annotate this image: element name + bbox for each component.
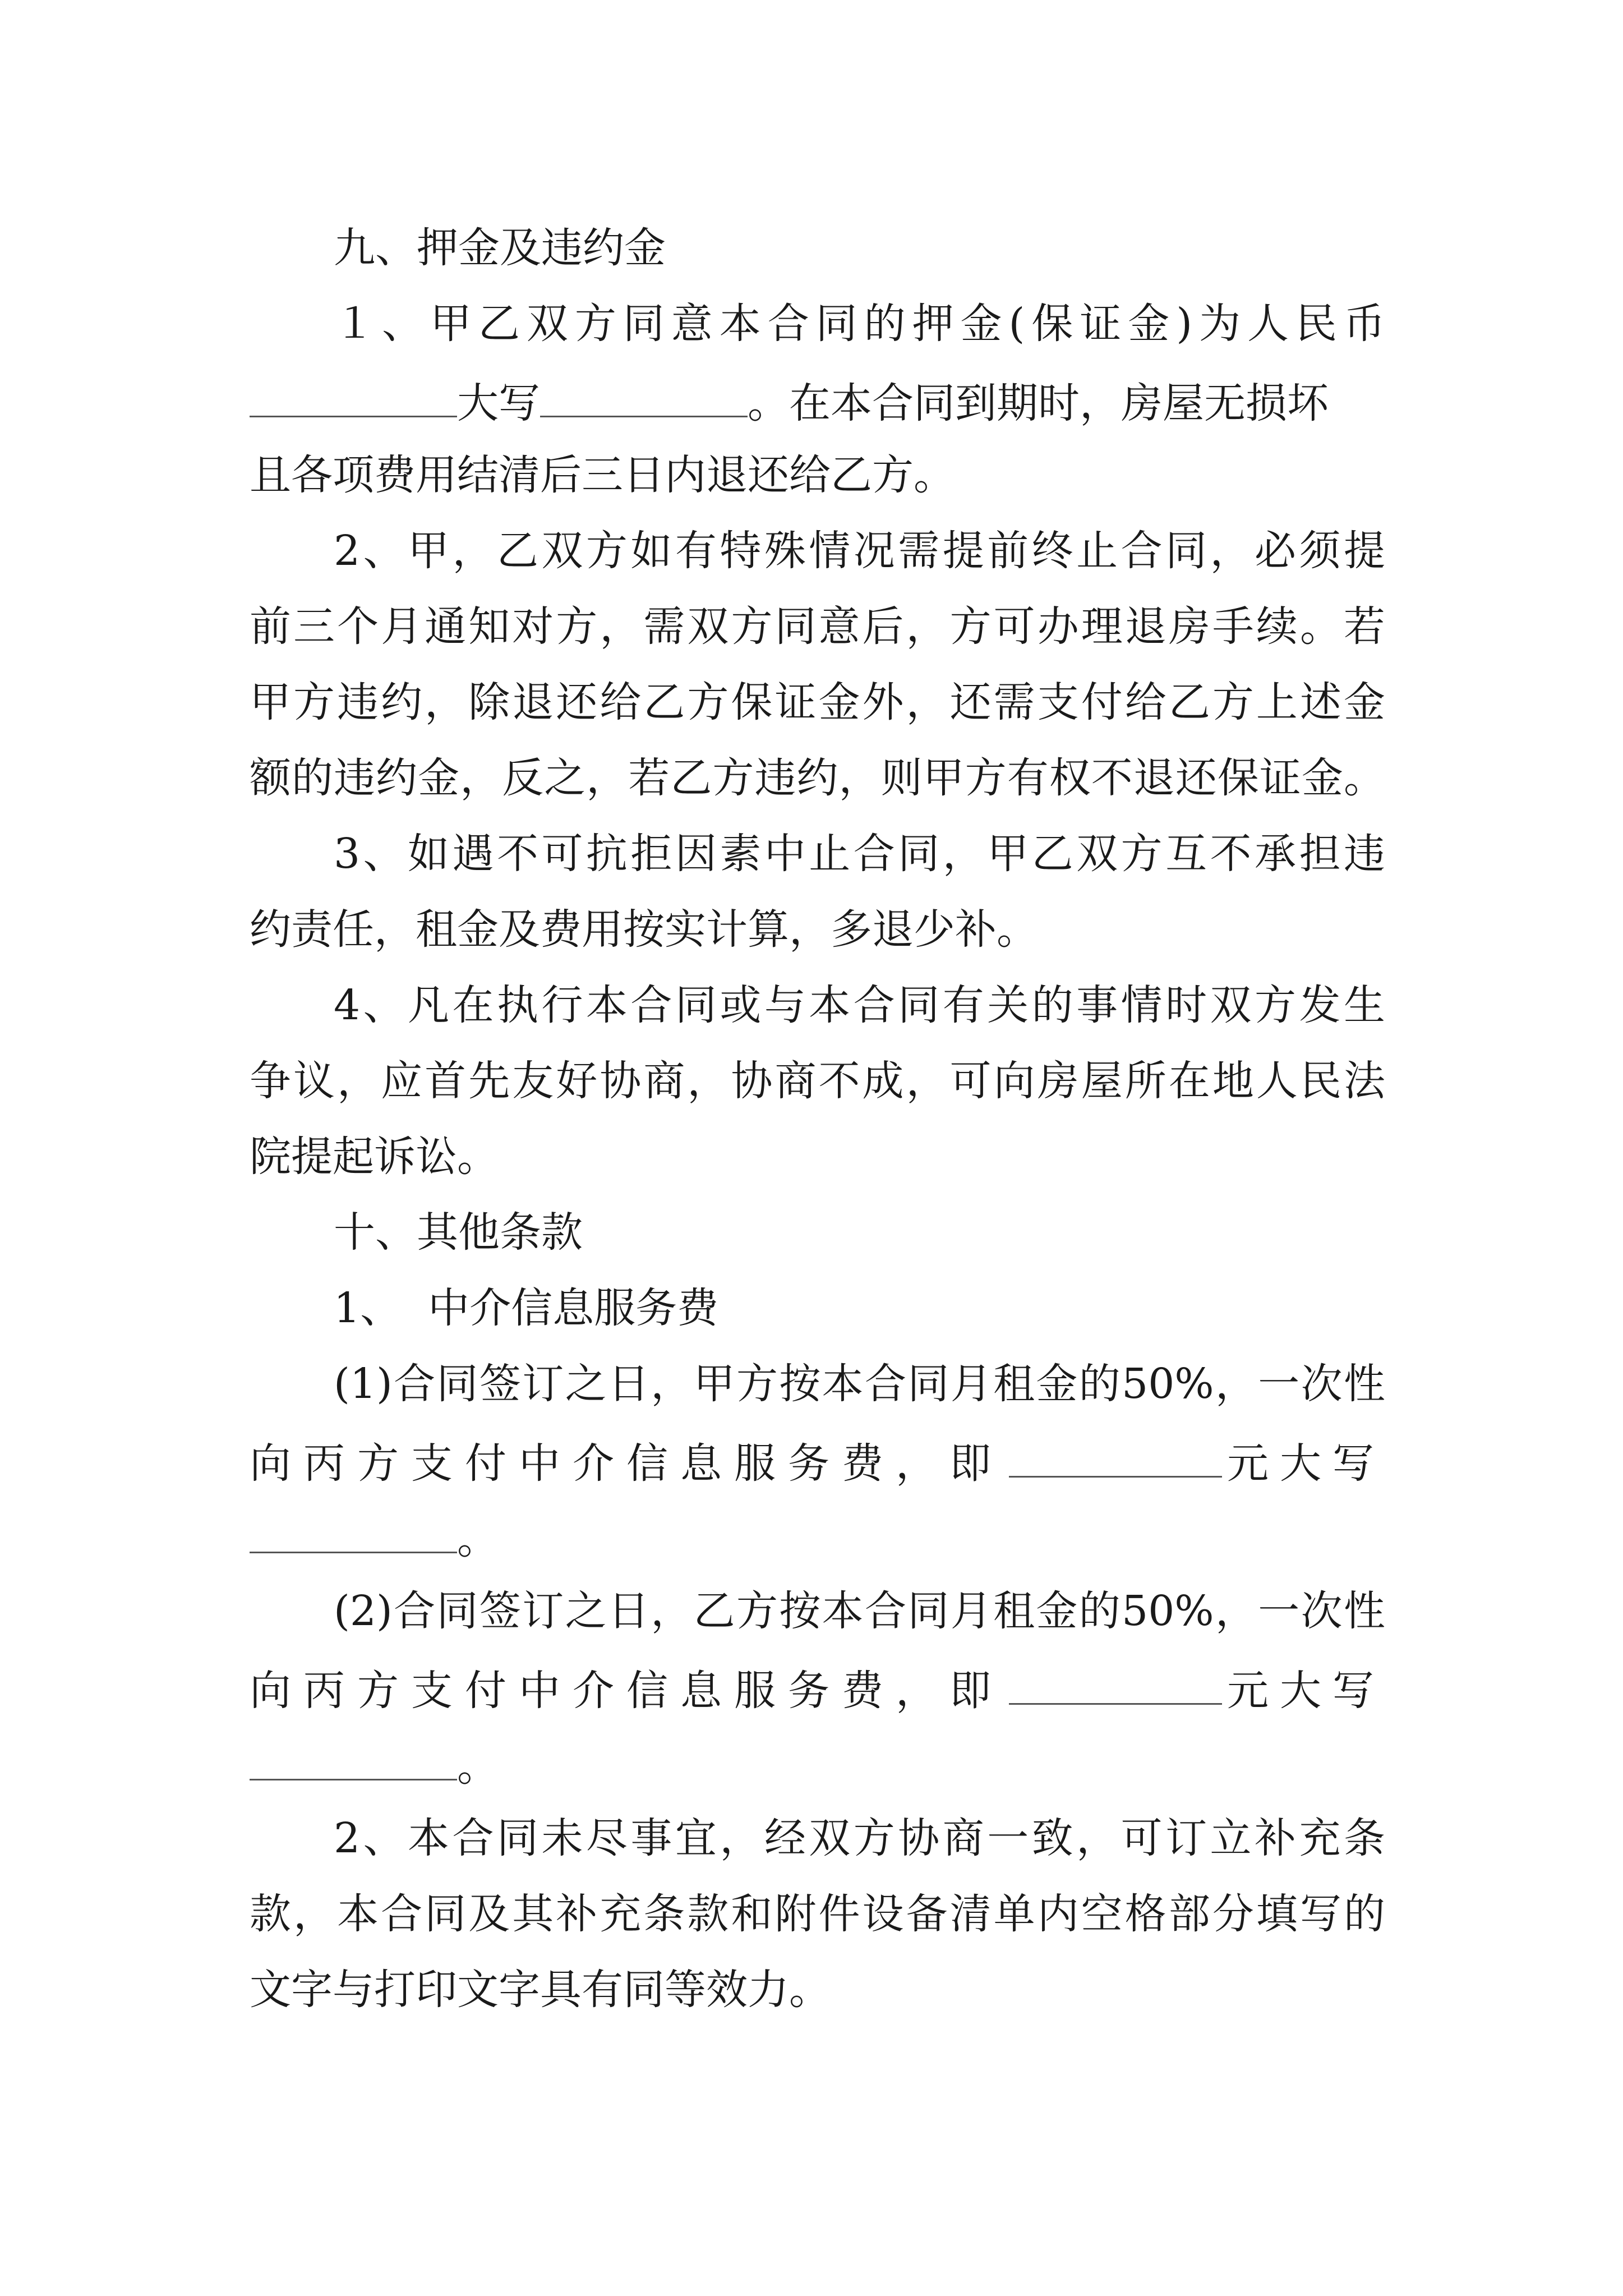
uppercase-label: 大写 xyxy=(457,379,540,427)
clause-9-2-line-3: 甲方违约，除退还给乙方保证金外，还需支付给乙方上述金 xyxy=(250,678,1385,726)
fee-amount-blank-1[interactable] xyxy=(1009,1439,1222,1478)
clause-10-2-line-1: 2、本合同未尽事宜，经双方协商一致，可订立补充条 xyxy=(334,1814,1385,1862)
clause-10-2-line-2: 款，本合同及其补充条款和附件设备清单内空格部分填写的 xyxy=(250,1890,1385,1938)
clause-10-1-2-line-1: (2)合同签订之日，乙方按本合同月租金的50%，一次性 xyxy=(334,1587,1385,1635)
clause-10-1-title: 1、 中介信息服务费 xyxy=(334,1284,719,1332)
clause-10-1-1-line-2 xyxy=(250,1439,1385,1488)
clause-9-1-line-1: １、甲乙双方同意本合同的押金(保证金)为人民币 xyxy=(334,300,1385,348)
clause-10-1-1-line-1: (1)合同签订之日，甲方按本合同月租金的50%，一次性 xyxy=(334,1360,1385,1408)
clause-10-1-2-line-3-tail: 。 xyxy=(457,1742,499,1791)
fee-uppercase-blank-1[interactable] xyxy=(250,1515,457,1553)
clause-9-4-line-2: 争议，应首先友好协商，协商不成，可向房屋所在地人民法 xyxy=(250,1057,1385,1105)
clause-10-1-2-line-2-text: 向丙方支付中介信息服务费，即 xyxy=(250,1667,1003,1715)
clause-10-1-1-line-3-tail: 。 xyxy=(457,1515,499,1563)
section-10-heading: 十、其他条款 xyxy=(334,1208,583,1257)
clause-9-2-line-1: 2、甲，乙双方如有特殊情况需提前终止合同，必须提 xyxy=(334,527,1385,575)
clause-10-1-2-line-2-tail: 元大写 xyxy=(1227,1667,1385,1715)
clause-10-1-2-line-3 xyxy=(250,1742,1385,1791)
clause-9-3-line-1: 3、如遇不可抗拒因素中止合同，甲乙双方互不承担违 xyxy=(334,830,1385,878)
clause-9-4-line-3: 院提起诉讼。 xyxy=(250,1133,499,1181)
clause-10-1-1-line-2-text: 向丙方支付中介信息服务费，即 xyxy=(250,1439,1003,1488)
deposit-amount-blank[interactable] xyxy=(250,379,457,417)
clause-9-3-line-2: 约责任，租金及费用按实计算，多退少补。 xyxy=(250,905,1038,954)
deposit-uppercase-blank[interactable] xyxy=(540,379,748,417)
clause-10-1-2-line-2 xyxy=(250,1666,1385,1715)
clause-10-1-1-line-2-tail: 元大写 xyxy=(1227,1439,1385,1488)
clause-10-2-line-3: 文字与打印文字具有同等效力。 xyxy=(250,1966,831,2014)
fee-uppercase-blank-2[interactable] xyxy=(250,1742,457,1780)
clause-9-2-line-2: 前三个月通知对方，需双方同意后，方可办理退房手续。若 xyxy=(250,602,1385,651)
clause-9-1-line-2-tail: 。在本合同到期时，房屋无损坏 xyxy=(748,379,1329,427)
clause-9-4-line-1: 4、凡在执行本合同或与本合同有关的事情时双方发生 xyxy=(334,981,1385,1029)
clause-9-1-line-2 xyxy=(250,379,1385,427)
clause-10-1-1-line-3 xyxy=(250,1515,1385,1563)
section-9-heading: 九、押金及违约金 xyxy=(334,224,666,272)
fee-amount-blank-2[interactable] xyxy=(1009,1666,1222,1705)
clause-9-2-line-4: 额的违约金，反之，若乙方违约，则甲方有权不退还保证金。 xyxy=(250,754,1385,802)
clause-9-1-line-3: 且各项费用结清后三日内退还给乙方。 xyxy=(250,451,955,499)
